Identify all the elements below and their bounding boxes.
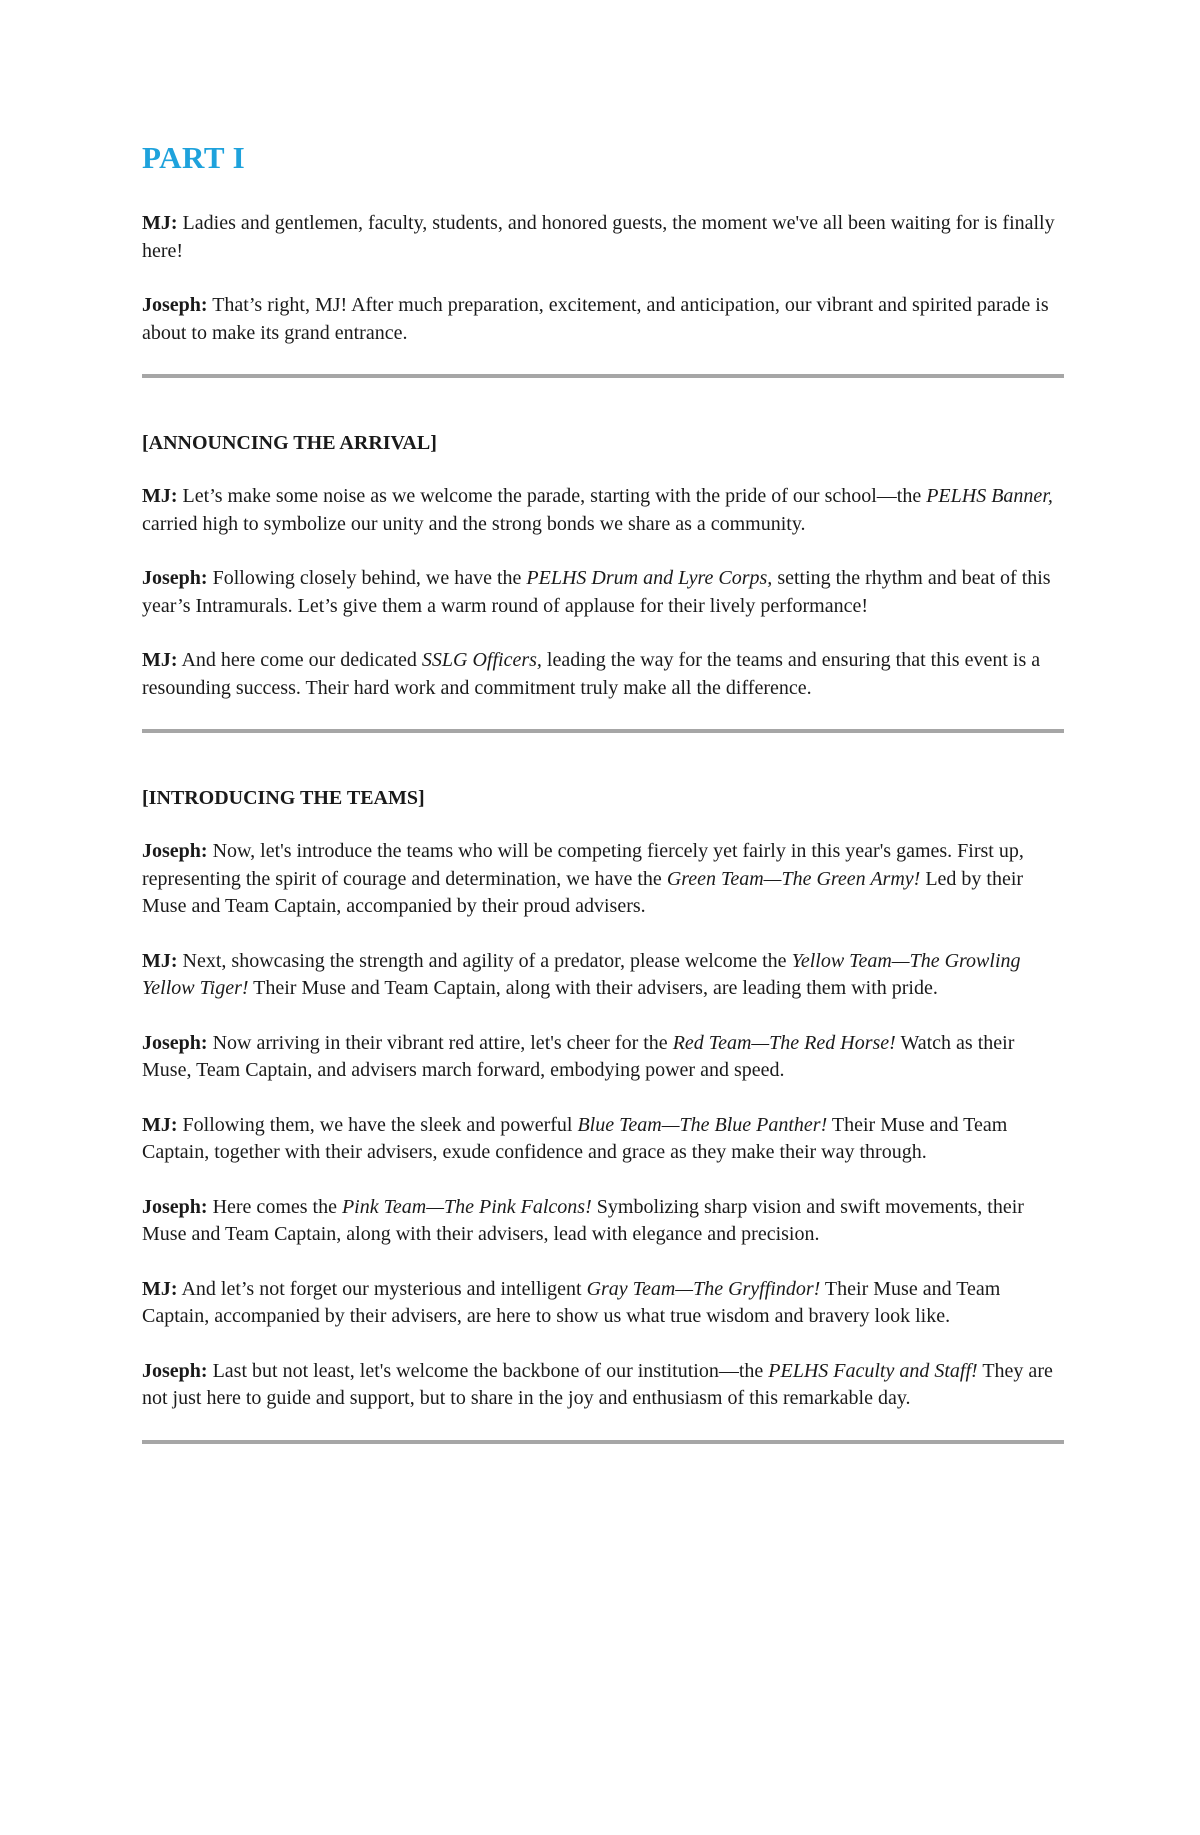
speaker-label: Joseph: xyxy=(142,1359,208,1382)
dialogue-text: Now, let's introduce the teams who will be competing fiercely yet fairly in this year's games. First up, representing the spirit of courage and determination, we have the xyxy=(142,840,1024,890)
emphasized-name: Red Team—The Red Horse! xyxy=(672,1031,896,1054)
speaker-label: MJ: xyxy=(142,1113,178,1136)
dialogue-text: And let’s not forget our mysterious and intelligent xyxy=(177,1277,587,1300)
dialogue-text: Following closely behind, we have the xyxy=(207,567,527,589)
dialogue-text: That’s right, MJ! After much preparation, excitement, and anticipation, our vibrant and spirited parade is about to make its grand entrance. xyxy=(142,294,1049,344)
team-paragraph xyxy=(142,1030,1064,1085)
speaker-label: MJ: xyxy=(142,649,178,671)
team-paragraph xyxy=(142,838,1064,921)
team-paragraph xyxy=(142,1276,1064,1331)
speaker-label: Joseph: xyxy=(142,1031,208,1054)
speaker-label: MJ: xyxy=(142,212,178,234)
dialogue-text: And here come our dedicated xyxy=(177,649,422,671)
dialogue-text: Led by their Muse and Team Captain, accompanied by their proud advisers. xyxy=(142,867,1024,917)
dialogue-text: They are not just here to guide and support, but to share in the joy and enthusiasm of this remarkable day. xyxy=(142,1359,1053,1409)
emphasized-name: Yellow Team—The Growling Yellow Tiger! xyxy=(142,949,1021,999)
emphasized-name: SSLG Officers, xyxy=(421,649,542,671)
dialogue-text: leading the way for the teams and ensuring that this event is a resounding success. Their hard work and commitment truly make all the difference. xyxy=(142,649,1041,699)
speaker-label: MJ: xyxy=(142,485,178,507)
dialogue-text: carried high to symbolize our unity and the strong bonds we share as a community. xyxy=(142,512,806,535)
team-paragraph xyxy=(142,1112,1064,1167)
emphasized-name: Blue Team—The Blue Panther! xyxy=(577,1113,828,1136)
emphasized-name: PELHS Faculty and Staff! xyxy=(768,1359,978,1382)
team-paragraph xyxy=(142,1194,1064,1249)
section-divider xyxy=(142,374,1064,378)
dialogue-text: Last but not least, let's welcome the backbone of our institution—the xyxy=(207,1359,769,1382)
emphasized-name: Pink Team—The Pink Falcons! xyxy=(341,1195,592,1218)
speaker-label: Joseph: xyxy=(142,840,208,862)
section-heading-teams: [INTRODUCING THE TEAMS] xyxy=(142,787,425,809)
dialogue-text: setting the rhythm and beat of this year’s Intramurals. Let’s give them a warm round of applause for their lively performance! xyxy=(142,567,1051,617)
dialogue-text: Here comes the xyxy=(207,1195,342,1218)
dialogue-text: Their Muse and Team Captain, together with their advisers, exude confidence and grace as they make their way through. xyxy=(142,1113,1008,1163)
arrival-paragraph xyxy=(142,647,1064,702)
dialogue-text: Let’s make some noise as we welcome the parade, starting with the pride of our school—the xyxy=(177,485,927,507)
dialogue-text: Next, showcasing the strength and agility of a predator, please welcome the xyxy=(177,949,792,972)
emphasized-name: Gray Team—The Gryffindor! xyxy=(586,1277,821,1300)
section-divider xyxy=(142,1440,1064,1444)
dialogue-text: Ladies and gentlemen, faculty, students, and honored guests, the moment we've all been waiting for is finally here! xyxy=(142,212,1055,262)
speaker-label: MJ: xyxy=(142,1277,178,1300)
emphasized-name: PELHS Drum and Lyre Corps, xyxy=(526,567,773,589)
dialogue-text: Symbolizing sharp vision and swift movements, their Muse and Team Captain, along with their advisers, lead with elegance and precision. xyxy=(142,1195,1024,1245)
document-content xyxy=(142,140,1064,1444)
intro-paragraph-mj xyxy=(142,210,1064,265)
team-paragraph xyxy=(142,1358,1064,1413)
speaker-label: Joseph: xyxy=(142,567,208,589)
arrival-paragraph xyxy=(142,483,1064,538)
section-heading-arrival: [ANNOUNCING THE ARRIVAL] xyxy=(142,432,437,454)
speaker-label: Joseph: xyxy=(142,294,208,316)
speaker-label: MJ: xyxy=(142,949,178,972)
intro-paragraph-joseph xyxy=(142,292,1064,347)
arrival-paragraph xyxy=(142,565,1064,620)
dialogue-text: Following them, we have the sleek and powerful xyxy=(177,1113,578,1136)
part-title: PART I xyxy=(142,140,246,175)
dialogue-text: Their Muse and Team Captain, accompanied by their advisers, are here to show us what true wisdom and bravery look like. xyxy=(142,1277,1001,1327)
dialogue-text: Watch as their Muse, Team Captain, and advisers march forward, embodying power and speed. xyxy=(142,1031,1015,1081)
speaker-label: Joseph: xyxy=(142,1195,208,1218)
emphasized-name: PELHS Banner, xyxy=(926,485,1053,507)
dialogue-text: Now arriving in their vibrant red attire, let's cheer for the xyxy=(207,1031,673,1054)
dialogue-text: Their Muse and Team Captain, along with their advisers, are leading them with pride. xyxy=(248,977,938,999)
section-divider xyxy=(142,729,1064,733)
team-paragraph xyxy=(142,948,1064,1003)
emphasized-name: Green Team—The Green Army! xyxy=(666,867,921,890)
